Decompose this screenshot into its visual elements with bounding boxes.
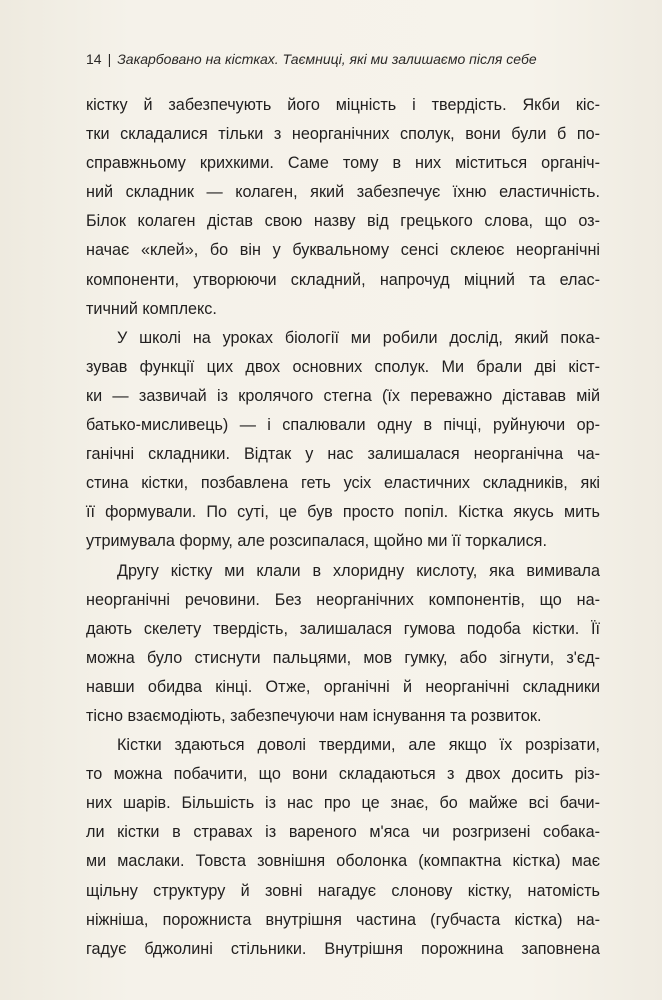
- text-line: них шарів. Більшість із нас про це знає, бо майже всі бачи-: [86, 794, 600, 813]
- paragraph-1: [86, 91, 600, 324]
- text-line: дають скелету твердість, залишалася гумова подоба кістки. Її: [86, 619, 600, 638]
- text-line: справжньому крихкими. Саме тому в них міститься органіч-: [86, 154, 600, 173]
- text-line: компоненти, утворюючи складний, напрочуд міцний та елас-: [86, 270, 600, 289]
- text-line: ми маслаки. Товста зовнішня оболонка (компактна кістка) має: [86, 852, 600, 871]
- book-title: Закарбовано на кістках. Таємниці, які ми залишаємо після себе: [117, 51, 537, 67]
- text-line: ніжніша, порожниста внутрішня частина (губчаста кістка) на-: [86, 910, 600, 929]
- text-line: ний складник — колаген, який забезпечує їхню еластичність.: [86, 183, 600, 202]
- text-line: ганічні складники. Відтак у нас залишалася неорганічна ча-: [86, 445, 600, 464]
- paragraph-2: [86, 324, 600, 557]
- text-line: Другу кістку ми клали в хлоридну кислоту, яка вимивала: [117, 561, 600, 580]
- text-line: то можна побачити, що вони складаються з двох досить різ-: [86, 765, 600, 784]
- text-line: ки — зазвичай із кролячого стегна (їх переважно діставав мій: [86, 386, 600, 405]
- text-line: кістку й забезпечують його міцність і твердість. Якби кіс-: [86, 96, 600, 114]
- text-line: ли кістки в стравах із вареного м'яса чи розгризені собака-: [86, 823, 600, 842]
- paragraph-4: [86, 731, 600, 964]
- text-line: гадує бджолині стільники. Внутрішня порожнина заповнена: [86, 939, 600, 958]
- text-line: зував функції цих двох основних сполук. Ми брали дві кіст-: [86, 357, 600, 376]
- running-header: [86, 50, 586, 68]
- text-line: її формували. По суті, це був просто попіл. Кістка якусь мить: [86, 503, 600, 522]
- text-line: начає «клей», бо він у буквальному сенсі склеює неорганічні: [86, 241, 600, 260]
- text-line: навши обидва кінці. Отже, органічні й неорганічні складники: [86, 677, 600, 696]
- header-separator: |: [107, 51, 112, 67]
- page-number: 14: [86, 51, 102, 67]
- text-line: Кістки здаються доволі твердими, але якщо їх розрізати,: [117, 736, 600, 755]
- text-line: тісно взаємодіють, забезпечуючи нам існування та розвиток.: [86, 706, 542, 725]
- text-line: стина кістки, позбавлена геть усіх еластичних складників, які: [86, 474, 600, 493]
- text-line: щільну структуру й зовні нагадує слонову кістку, натомість: [86, 881, 600, 900]
- text-line: утримувала форму, але розсипалася, щойно ми її торкалися.: [86, 532, 547, 551]
- text-line: Білок колаген дістав свою назву від грецького слова, що оз-: [86, 212, 600, 231]
- text-line: тичний комплекс.: [86, 299, 217, 318]
- text-line: неорганічні речовини. Без неорганічних компонентів, що на-: [86, 590, 600, 609]
- text-line: тки складалися тільки з неорганічних сполук, вони були б по-: [86, 125, 600, 144]
- text-line: батько-мисливець) — і спалювали одну в пічці, руйнуючи ор-: [86, 416, 600, 435]
- text-line: У школі на уроках біології ми робили дослід, який пока-: [117, 328, 600, 347]
- body-text: [86, 91, 600, 964]
- paragraph-3: [86, 557, 600, 732]
- text-line: можна було стиснути пальцями, мов гумку, або зігнути, з'єд-: [86, 648, 600, 667]
